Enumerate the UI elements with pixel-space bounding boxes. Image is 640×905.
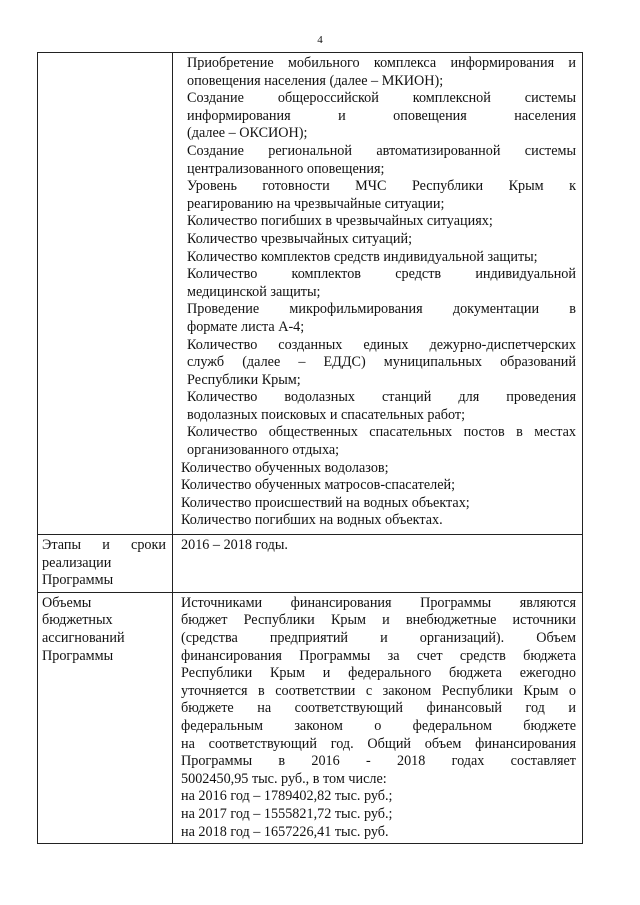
table-row (38, 535, 583, 593)
text-line: ассигнований (42, 629, 125, 646)
text-line: (далее – ОКСИОН); (187, 125, 308, 142)
text-line: Количество общественных спасательных постов в местах (187, 424, 576, 441)
text-line: Программы (42, 572, 114, 589)
text-line: Республики Крым и федерального бюджета ежегодно (181, 665, 576, 682)
text-line: служб (далее – ЕДДС) муниципальных образований (187, 354, 576, 371)
text-line: Программы (42, 647, 114, 664)
text-line: централизованного оповещения; (187, 160, 385, 177)
text-line: 2016 – 2018 годы. (181, 537, 288, 553)
text-line: Количество комплектов средств индивидуальной защиты; (187, 248, 538, 265)
text-line: организованного отдыха; (187, 442, 340, 459)
text-line: 5002450,95 тыс. руб., в том числе: (181, 770, 387, 787)
row-label-cell (38, 592, 173, 843)
row-content-cell (173, 592, 583, 843)
text-line: финансирования Программы за счет средств бюджета (181, 647, 576, 664)
text-line: на 2018 год – 1657226,41 тыс. руб. (181, 823, 389, 840)
text-line: Создание общероссийской комплексной системы (187, 90, 576, 107)
text-line: бюджетных (42, 612, 113, 629)
text-line: оповещения населения (далее – МКИОН); (187, 72, 444, 89)
text-line: Количество погибших в чрезвычайных ситуациях; (187, 213, 493, 230)
table-row (38, 592, 583, 843)
text-line: реагированию на чрезвычайные ситуации; (187, 195, 445, 212)
text-line: Количество погибших на водных объектах. (181, 512, 443, 529)
text-line: Количество водолазных станций для проведения (187, 389, 576, 406)
text-line: федеральным законом о федеральном бюджете (181, 717, 576, 734)
text-line: на 2017 год – 1555821,72 тыс. руб.; (181, 805, 393, 822)
table-row (38, 53, 583, 535)
text-line: бюджет Республики Крым и внебюджетные источники (181, 612, 576, 629)
text-line: медицинской защиты; (187, 283, 321, 300)
text-line: формате листа А-4; (187, 318, 305, 335)
text-line: Объемы (42, 594, 92, 611)
text-line: Проведение микрофильмирования документации в (187, 301, 576, 318)
text-line: Программы в 2016 - 2018 годах составляет (181, 753, 576, 770)
text-line: Количество обученных водолазов; (181, 459, 389, 476)
page-number: 4 (317, 34, 323, 46)
text-line: Количество чрезвычайных ситуаций; (187, 230, 413, 247)
row-content-cell (173, 535, 583, 593)
text-line: Количество созданных единых дежурно-диспетчерских (187, 336, 576, 353)
text-line: информирования и оповещения населения (187, 107, 576, 124)
row-label-cell (38, 535, 173, 593)
text-line: (средства предприятий и организаций). Объем (181, 629, 576, 646)
row-label-cell (38, 53, 173, 535)
text-line: бюджете на соответствующий финансовый год и (181, 700, 576, 717)
text-line: на соответствующий год. Общий объем финансирования (181, 735, 576, 752)
text-line: Количество происшествий на водных объектах; (181, 494, 470, 511)
row-content-cell (173, 53, 583, 535)
text-line: на 2016 год – 1789402,82 тыс. руб.; (181, 788, 393, 805)
text-line: Этапы и сроки (42, 537, 166, 553)
text-line: Приобретение мобильного комплекса информирования и (187, 55, 576, 71)
text-line: Количество комплектов средств индивидуальной (187, 266, 576, 283)
text-line: реализации (42, 554, 112, 571)
text-line: уточняется в соответствии с законом Республики Крым о (181, 682, 576, 699)
text-line: Уровень готовности МЧС Республики Крым к (187, 178, 576, 195)
passport-table (37, 52, 583, 844)
text-line: Источниками финансирования Программы являются (181, 594, 576, 611)
text-line: Республики Крым; (187, 371, 301, 388)
text-line: водолазных поисковых и спасательных работ; (187, 406, 466, 423)
text-line: Создание региональной автоматизированной системы (187, 142, 576, 159)
text-line: Количество обученных матросов-спасателей; (181, 477, 456, 494)
